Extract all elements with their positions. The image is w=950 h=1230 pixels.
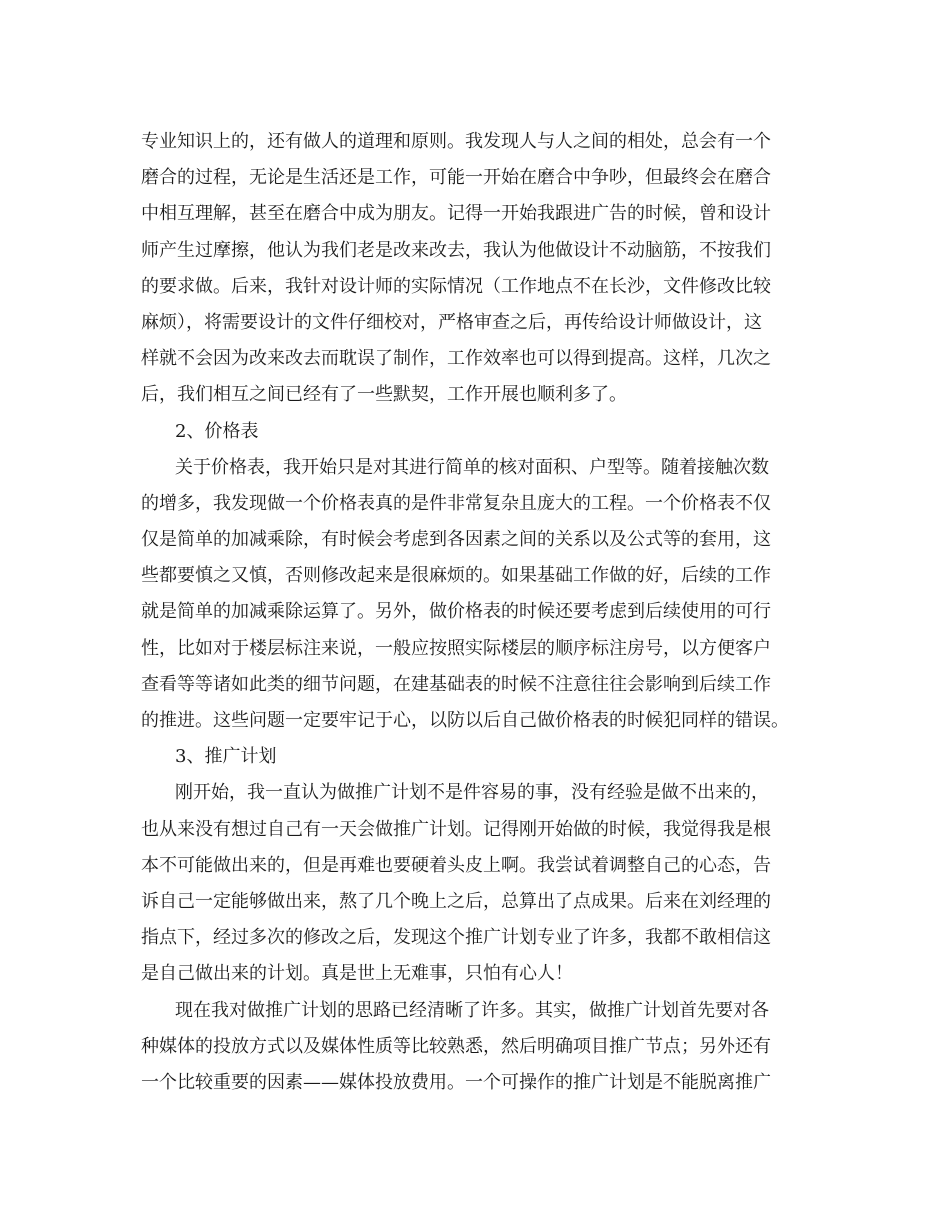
text-line: 麻烦），将需要设计的文件仔细校对，严格审查之后，再传给设计师做设计，这 xyxy=(141,311,762,333)
text-line: 诉自己一定能够做出来，熬了几个晚上之后，总算出了点成果。后来在刘经理的 xyxy=(141,890,771,912)
text-line: 2、价格表 xyxy=(175,420,259,442)
text-line: 现在我对做推广计划的思路已经清晰了许多。其实，做推广计划首先要对各 xyxy=(175,999,769,1021)
text-line: 仅是简单的加减乘除，有时候会考虑到各因素之间的关系以及公式等的套用，这 xyxy=(141,529,771,551)
text-line: 就是简单的加减乘除运算了。另外，做价格表的时候还要考虑到后续使用的可行 xyxy=(141,601,771,623)
text-line: 中相互理解，甚至在磨合中成为朋友。记得一开始我跟进广告的时候，曾和设计 xyxy=(141,203,771,225)
text-line: 种媒体的投放方式以及媒体性质等比较熟悉，然后明确项目推广节点；另外还有 xyxy=(141,1035,771,1057)
text-line: 师产生过摩擦，他认为我们老是改来改去，我认为他做设计不动脑筋，不按我们 xyxy=(141,239,771,261)
text-line: 些都要慎之又慎，否则修改起来是很麻烦的。如果基础工作做的好，后续的工作 xyxy=(141,565,771,587)
text-line: 关于价格表，我开始只是对其进行简单的核对面积、户型等。随着接触次数 xyxy=(175,456,769,478)
text-line: 刚开始，我一直认为做推广计划不是件容易的事，没有经验是做不出来的， xyxy=(175,782,769,804)
text-line: 指点下，经过多次的修改之后，发现这个推广计划专业了许多，我都不敢相信这 xyxy=(141,927,771,949)
text-line: 专业知识上的，还有做人的道理和原则。我发现人与人之间的相处，总会有一个 xyxy=(141,131,771,152)
text-line: 的要求做。后来，我针对设计师的实际情况（工作地点不在长沙，文件修改比较 xyxy=(141,275,771,297)
text-line: 的推进。这些问题一定要牢记于心，以防以后自己做价格表的时候犯同样的错误。 xyxy=(141,710,789,731)
text-line: 查看等等诸如此类的细节问题，在建基础表的时候不注意往往会影响到后续工作 xyxy=(141,673,771,695)
text-line: 一个比较重要的因素——媒体投放费用。一个可操作的推广计划是不能脱离推广 xyxy=(141,1071,771,1093)
text-line: 的增多，我发现做一个价格表真的是件非常复杂且庞大的工程。一个价格表不仅 xyxy=(141,492,771,514)
text-line: 磨合的过程，无论是生活还是工作，可能一开始在磨合中争吵，但最终会在磨合 xyxy=(141,167,771,189)
text-line: 也从来没有想过自己有一天会做推广计划。记得刚开始做的时候，我觉得我是根 xyxy=(141,818,771,840)
text-line: 后，我们相互之间已经有了一些默契，工作开展也顺利多了。 xyxy=(141,384,627,406)
text-line: 样就不会因为改来改去而耽误了制作，工作效率也可以得到提高。这样，几次之 xyxy=(141,348,771,370)
text-line: 3、推广计划 xyxy=(175,746,277,768)
text-line: 本不可能做出来的，但是再难也要硬着头皮上啊。我尝试着调整自己的心态，告 xyxy=(141,854,771,876)
text-line: 性，比如对于楼层标注来说，一般应按照实际楼层的顺序标注房号，以方便客户 xyxy=(141,637,771,659)
text-line: 是自己做出来的计划。真是世上无难事，只怕有心人！ xyxy=(141,963,573,985)
document-body xyxy=(141,124,811,1101)
